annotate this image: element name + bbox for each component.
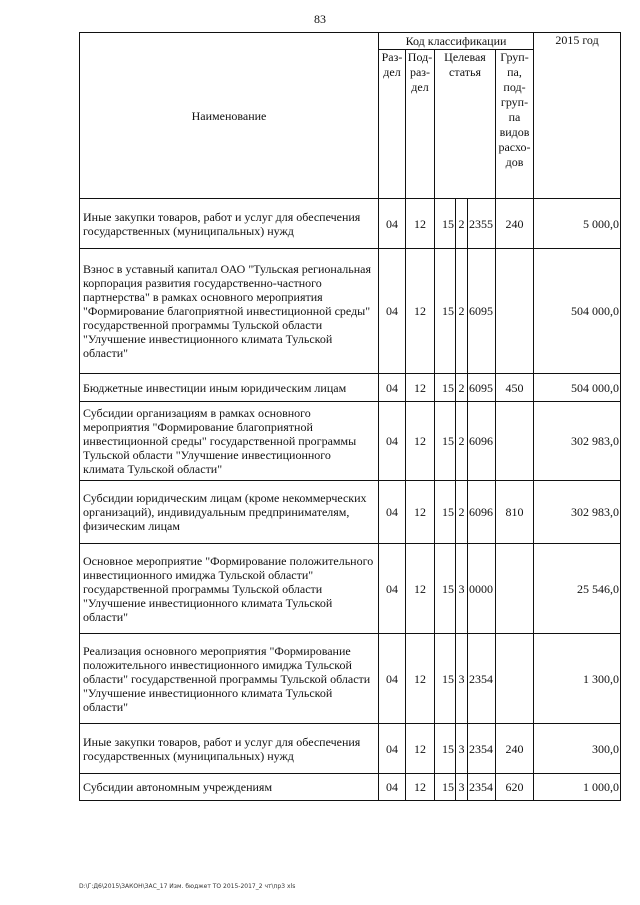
table-row	[80, 481, 621, 544]
row-target-direction: 6095	[468, 374, 496, 402]
row-target-program: 15	[435, 774, 456, 801]
row-target-direction: 6096	[468, 402, 496, 481]
row-amount-2015: 25 546,0	[534, 544, 621, 634]
row-podrazdel: 12	[406, 634, 435, 724]
row-podrazdel: 12	[406, 481, 435, 544]
row-target-subprogram: 3	[456, 544, 468, 634]
row-name: Субсидии юридическим лицам (кроме некоммерческих организаций), индивидуальным предпринимателям, физическим лицам	[80, 481, 379, 544]
row-target-program: 15	[435, 724, 456, 774]
row-name: Субсидии автономным учреждениям	[80, 774, 379, 801]
header-code-group: Код классификации	[379, 33, 534, 50]
row-expense-group: 810	[496, 481, 534, 544]
page-number: 83	[314, 12, 326, 26]
row-target-program: 15	[435, 402, 456, 481]
row-podrazdel: 12	[406, 402, 435, 481]
row-name: Взнос в уставный капитал ОАО "Тульская региональная корпорация развития государственно-частного партнерства" в рамках основного мероприятия "Формирование благоприятной инвестиционной среды" государственной программы Тульской области "Улучшение инвестиционного климата Тульской области"	[80, 249, 379, 374]
row-target-subprogram: 2	[456, 199, 468, 249]
table-row	[80, 724, 621, 774]
row-podrazdel: 12	[406, 199, 435, 249]
row-name: Субсидии организациям в рамках основного мероприятия "Формирование благоприятной инвестиционной среды" государственной программы Тульской области "Улучшение инвестиционного климата Тульской области"	[80, 402, 379, 481]
row-amount-2015: 300,0	[534, 724, 621, 774]
row-expense-group	[496, 402, 534, 481]
budget-classification-table	[79, 32, 621, 801]
header-podrazdel: Под- раз- дел	[406, 50, 435, 199]
row-expense-group	[496, 544, 534, 634]
row-target-subprogram: 3	[456, 634, 468, 724]
row-expense-group: 450	[496, 374, 534, 402]
row-target-direction: 2354	[468, 634, 496, 724]
table-row	[80, 402, 621, 481]
row-amount-2015: 302 983,0	[534, 402, 621, 481]
row-target-subprogram: 2	[456, 402, 468, 481]
row-amount-2015: 504 000,0	[534, 374, 621, 402]
row-amount-2015: 5 000,0	[534, 199, 621, 249]
row-expense-group: 240	[496, 199, 534, 249]
header-razdel: Раз- дел	[379, 50, 406, 199]
row-target-program: 15	[435, 481, 456, 544]
row-razdel: 04	[379, 374, 406, 402]
row-target-program: 15	[435, 374, 456, 402]
header-year: 2015 год	[534, 33, 621, 199]
table-row	[80, 249, 621, 374]
row-name: Реализация основного мероприятия "Формирование положительного инвестиционного имиджа Тульской области" государственной программы Тульской области "Улучшение инвестиционного климата Тульской области"	[80, 634, 379, 724]
row-target-subprogram: 2	[456, 374, 468, 402]
header-name: Наименование	[80, 33, 379, 199]
row-razdel: 04	[379, 544, 406, 634]
row-name: Иные закупки товаров, работ и услуг для обеспечения государственных (муниципальных) нужд	[80, 724, 379, 774]
row-podrazdel: 12	[406, 724, 435, 774]
row-amount-2015: 504 000,0	[534, 249, 621, 374]
row-target-program: 15	[435, 249, 456, 374]
row-expense-group: 620	[496, 774, 534, 801]
row-podrazdel: 12	[406, 544, 435, 634]
row-razdel: 04	[379, 774, 406, 801]
table-row	[80, 774, 621, 801]
file-path-footer: D:\Г:Д6\2015\ЗАКОН\ЗАС_17 Изм. бюджет ТО 2015-2017_2 чт\пр3 xls	[79, 883, 296, 890]
row-name: Бюджетные инвестиции иным юридическим лицам	[80, 374, 379, 402]
row-podrazdel: 12	[406, 374, 435, 402]
row-target-subprogram: 2	[456, 481, 468, 544]
row-expense-group: 240	[496, 724, 534, 774]
header-group: Груп- па, под- груп- па видов расхо- дов	[496, 50, 534, 199]
row-razdel: 04	[379, 199, 406, 249]
row-target-direction: 2355	[468, 199, 496, 249]
row-name: Основное мероприятие "Формирование положительного инвестиционного имиджа Тульской области" государственной программы Тульской области "Улучшение инвестиционного климата Тульской области"	[80, 544, 379, 634]
row-target-direction: 6095	[468, 249, 496, 374]
row-expense-group	[496, 249, 534, 374]
row-podrazdel: 12	[406, 249, 435, 374]
row-amount-2015: 1 000,0	[534, 774, 621, 801]
table-body	[80, 199, 621, 801]
row-target-subprogram: 3	[456, 774, 468, 801]
row-amount-2015: 1 300,0	[534, 634, 621, 724]
row-target-direction: 2354	[468, 724, 496, 774]
row-razdel: 04	[379, 402, 406, 481]
row-razdel: 04	[379, 634, 406, 724]
table-row	[80, 544, 621, 634]
header-target: Целевая статья	[435, 50, 496, 199]
row-target-direction: 2354	[468, 774, 496, 801]
row-target-direction: 0000	[468, 544, 496, 634]
row-name: Иные закупки товаров, работ и услуг для обеспечения государственных (муниципальных) нужд	[80, 199, 379, 249]
row-razdel: 04	[379, 724, 406, 774]
row-target-program: 15	[435, 544, 456, 634]
row-target-program: 15	[435, 199, 456, 249]
row-target-subprogram: 2	[456, 249, 468, 374]
row-podrazdel: 12	[406, 774, 435, 801]
table-row	[80, 634, 621, 724]
table-row	[80, 374, 621, 402]
row-target-program: 15	[435, 634, 456, 724]
row-target-subprogram: 3	[456, 724, 468, 774]
row-target-direction: 6096	[468, 481, 496, 544]
row-razdel: 04	[379, 481, 406, 544]
row-razdel: 04	[379, 249, 406, 374]
row-amount-2015: 302 983,0	[534, 481, 621, 544]
row-expense-group	[496, 634, 534, 724]
table-row	[80, 199, 621, 249]
